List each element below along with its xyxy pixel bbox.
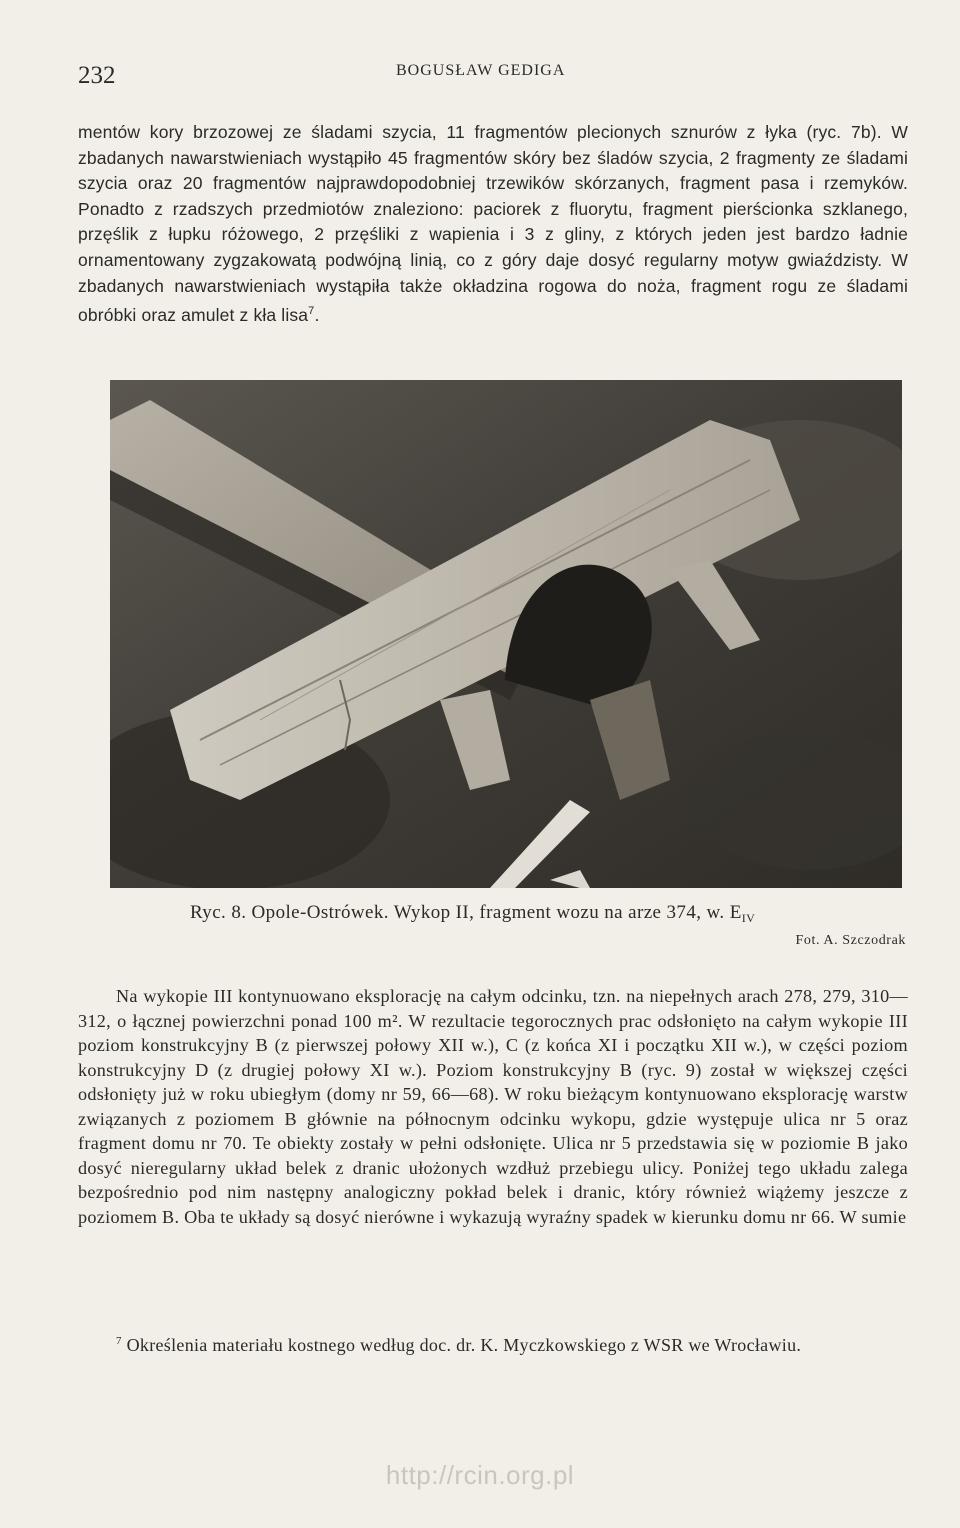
figure-caption bbox=[190, 902, 910, 926]
page-header bbox=[78, 58, 900, 94]
paragraph-1 bbox=[78, 120, 908, 329]
footnote-marker: 7 bbox=[116, 1335, 122, 1347]
figure-caption-text: Ryc. 8. Opole-Ostrówek. Wykop II, fragment wozu na arze 374, w. E bbox=[190, 902, 742, 923]
figure-caption-subscript: IV bbox=[741, 911, 756, 925]
running-head: BOGUSŁAW GEDIGA bbox=[396, 62, 566, 79]
footnote-text: Określenia materiału kostnego według doc. dr. K. Myczkowskiego z WSR we Wrocławiu. bbox=[121, 1335, 802, 1355]
paragraph-2: Na wykopie III kontynuowano eksplorację na całym odcinku, tzn. na niepełnych arach 278, 279, 310—312, o łącznej powierzchni ponad 100 m². W rezultacie tegorocznych prac odsłonięto na całym wykopie III poziom konstrukcyjny B (z pierwszej połowy XII w.), C (z końca XI i początku XII w.), w części poziom konstrukcyjny D (z drugiej połowy XI w.). Poziom konstrukcyjny B (ryc. 9) został w większej części odsłonięty już w roku ubiegłym (domy nr 59, 66—68). W roku bieżącym kontynuowano eksplorację warstw związanych z poziomem B głównie na północnym odcinku wykopu, gdzie występuje ulica nr 5 oraz fragment domu nr 70. Te obiekty zostały w pełni odsłonięte. Ulica nr 5 przedstawia się w poziomie B jako dosyć nieregularny układ belek z dranic ułożonych wzdłuż przebiegu ulicy. Poniżej tego układu zalega bezpośrednio pod nim następny analogiczny pokład belek i dranic, który również wiążemy jeszcze z poziomem B. Oba te układy są dosyć nierówne i wykazują wyraźny spadek w kierunku domu nr 66. W sumie bbox=[78, 986, 908, 1227]
footnote-reference: 7 bbox=[308, 305, 315, 318]
wooden-cart-photo-illustration bbox=[110, 380, 902, 888]
watermark-url: http://rcin.org.pl bbox=[385, 1460, 575, 1490]
paragraph-1-end: . bbox=[314, 304, 320, 325]
page-number: 232 bbox=[78, 62, 116, 89]
footnote bbox=[78, 1330, 908, 1356]
photo-credit: Fot. A. Szczodrak bbox=[795, 933, 906, 948]
paragraph-1-text: mentów kory brzozowej ze śladami szycia, 11 fragmentów plecionych sznurów z łyka (ryc. 7b). W zbadanych nawarstwieniach wystąpiło 45 fragmentów skóry bez śladów szycia, 2 fragmenty ze śladami szycia oraz 20 fragmentów najprawdopodobniej trzewików skórzanych, fragment pasa i rzemyków. Ponadto z rzadszych przedmiotów znaleziono: paciorek z fluorytu, fragment pierścionka szklanego, przęślik z łupku różowego, 2 przęśliki z wapienia i 3 z gliny, z których jeden jest bardzo ładnie ornamentowany zygzakowatą podwójną linią, co z góry daje dosyć regularny motyw gwiaździsty. W zbadanych nawarstwieniach wystąpiła także okładzina rogowa do noża, fragment rogu ze śladami obróbki oraz amulet z kła lisa bbox=[78, 122, 908, 325]
excavation-photo bbox=[110, 380, 902, 888]
